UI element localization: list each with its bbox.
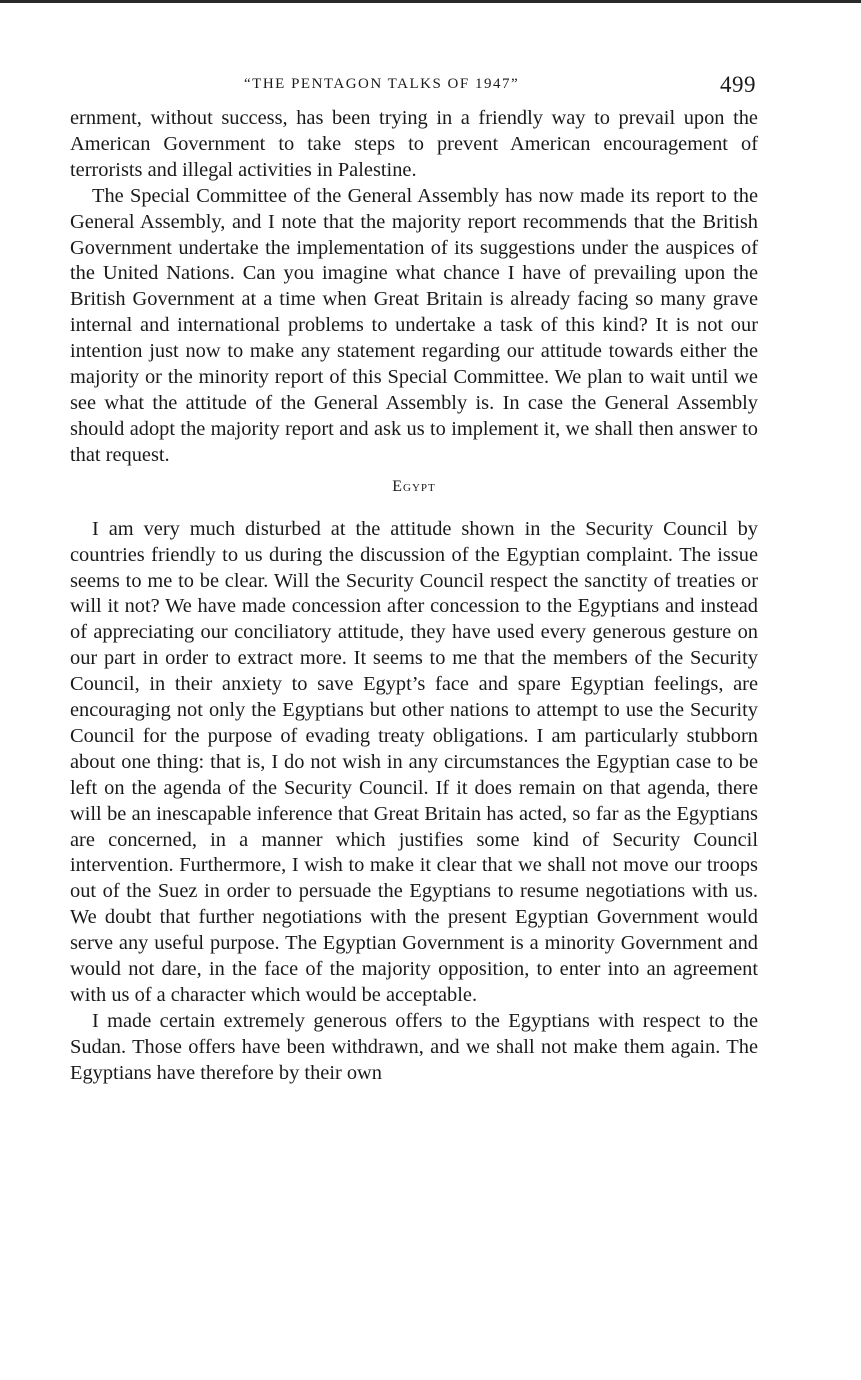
page-top-edge <box>0 0 861 3</box>
continued-paragraph: ernment, without success, has been trying in a friendly way to prevail upon the American Government to take steps to prevent American encouragement of terrorists and illegal activities in Palestine. <box>70 107 758 181</box>
special-committee-paragraph: The Special Committee of the General Assembly has now made its report to the General Assembly, and I note that the majority report recommends that the British Government undertake the implementation of its suggestions under the auspices of the United Nations. Can you imagine what chance I have of prevailing upon the British Government at a time when Great Britain is already facing so many grave internal and international problems to undertake a task of this kind? It is not our intention just now to make any statement regarding our attitude towards either the majority or the minority report of this Special Committee. We plan to wait until we see what the attitude of the General Assembly is. In case the General Assembly should adopt the majority report and ask us to implement it, we shall then answer to that request. <box>70 184 758 466</box>
page-number: 499 <box>720 72 756 97</box>
body-text <box>70 106 758 1087</box>
egypt-paragraph: I am very much disturbed at the attitude shown in the Security Council by countries friendly to us during the discussion of the Egyptian complaint. The issue seems to me to be clear. Will the Security Council respect the sanctity of treaties or will it not? We have made concession after concession to the Egyptians and instead of appreciating our conciliatory attitude, they have used every generous gesture on our part in order to extract more. It seems to me that the members of the Security Council, in their anxiety to save Egypt’s face and spare Egyptian feelings, are encouraging not only the Egyptians but other nations to attempt to use the Security Council for the purpose of evading treaty obligations. I am particularly stubborn about one thing: that is, I do not wish in any circumstances the Egyptian case to be left on the agenda of the Security Council. If it does remain on that agenda, there will be an inescapable inference that Great Britain has acted, so far as the Egyptians are concerned, in a manner which justifies some kind of Security Council intervention. Furthermore, I wish to make it clear that we shall not move our troops out of the Suez in order to persuade the Egyptians to resume negotiations with us. We doubt that further negotiations with the present Egyptian Government would serve any useful purpose. The Egyptian Government is a minority Government and would not dare, in the face of the majority opposition, to enter into an agreement with us of a character which would be acceptable. <box>70 517 758 1006</box>
running-title: “THE PENTAGON TALKS OF 1947” <box>244 76 520 92</box>
running-head <box>70 72 758 106</box>
section-heading-egypt: Egypt <box>392 477 436 495</box>
book-page <box>70 72 758 1087</box>
sudan-paragraph: I made certain extremely generous offers to the Egyptians with respect to the Sudan. Those offers have been withdrawn, and we shall not make them again. The Egyptians have therefore by their own <box>70 1009 758 1084</box>
